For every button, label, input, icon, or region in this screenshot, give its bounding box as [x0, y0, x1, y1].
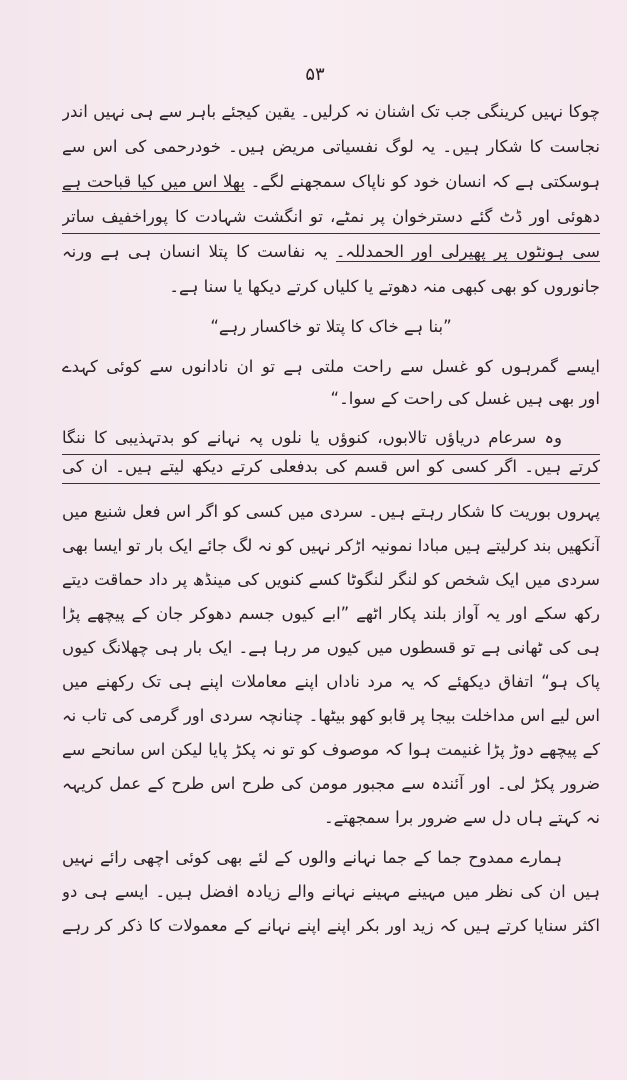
- text-line: [62, 385, 600, 415]
- line-text: نہ کہتے ہاں دل سے ضرور برا سمجھتے۔: [323, 808, 600, 827]
- text-line: [62, 912, 600, 942]
- line-text: جانوروں کو بھی کبھی منہ دھوتے یا کلیاں کرتے دیکھا یا سنا ہے۔: [169, 277, 600, 296]
- verse-quote: [62, 313, 600, 343]
- underlined-line: [62, 424, 600, 455]
- line-text: رکھ سکے اور یہ آواز بلند پکار اٹھے ”ابے کیوں جسم دھوکر جان کے پیچھے پڑا: [62, 604, 600, 623]
- line-text: پاک ہو“ اتفاق دیکھئے کہ یہ مرد ناداں اپنے معاملات اپنے ہی تک رکھنے میں: [62, 672, 600, 691]
- line-text: کرتے ہیں۔ اگر کسی کو اس قسم کی بدفعلی کرتے دیکھ لیتے ہیں۔ ان کی: [62, 457, 600, 476]
- text-line: [62, 238, 600, 268]
- text-line: [62, 133, 600, 163]
- line-text: ضرور پکڑ لی۔ اور آئندہ سے مجبور مومن کی طرح اس طرح کے عمل کریہہ: [62, 774, 600, 793]
- text-line: [62, 844, 600, 874]
- underlined-line: [62, 203, 600, 234]
- text-line: [62, 532, 600, 562]
- text-line: [62, 702, 600, 732]
- page-number: ۵۳: [305, 64, 325, 85]
- underlined-text: سی ہونٹوں پر پھیرلی اور الحمدللہ۔: [335, 242, 600, 261]
- line-text: دھوئی اور ڈٹ گئے دسترخوان پر نمٹے، تو انگشت شہادت کا پوراخفیف ساتر: [62, 207, 600, 226]
- text-line: [62, 634, 600, 664]
- line-text: اس لیے اس مداخلت بیجا پر قابو کھو بیٹھا۔ چنانچہ سردی اور گرمی کی تاب نہ: [62, 706, 600, 725]
- line-text: نجاست کا شکار ہیں۔ یہ لوگ نفسیاتی مریض ہیں۔ خودرحمی کی اس سے: [62, 137, 600, 156]
- text-line: [62, 566, 600, 596]
- line-text: ہمارے ممدوح جما کے جما نہانے والوں کے لئے بھی کوئی اچھی رائے نہیں: [62, 848, 562, 867]
- underlined-text: بھلا اس میں کیا قباحت ہے: [62, 172, 600, 198]
- underlined-line: [62, 453, 600, 484]
- line-text: ہیں ان کی نظر میں مہینے مہینے نہانے والے زیادہ افضل ہیں۔ ایسے ہی دو: [62, 882, 600, 901]
- text-line: [62, 770, 600, 800]
- line-text: وہ سرعام دریاؤں تالابوں، کنوؤں یا نلوں پہ نہانے کو بدتہذیبی کا ننگا: [62, 428, 562, 447]
- text-line: [62, 668, 600, 698]
- text-line: [62, 98, 600, 128]
- line-text: ہوسکتی ہے کہ انسان خود کو ناپاک سمجھنے لگے۔: [245, 172, 600, 191]
- line-text: اور بھی ہیں غسل کی راحت کے سوا۔“: [330, 389, 600, 408]
- line-text: ایسے گمرہوں کو غسل سے راحت ملتی ہے تو ان نادانوں سے کوئی کہدے: [62, 357, 600, 376]
- line-text: آنکھیں بند کرلیتے ہیں مبادا نمونیہ اڑکر نہیں کو نہ لگ جائے ایک بار تو ایسا بھی: [62, 536, 600, 555]
- line-text: یہ نفاست کا پتلا انسان ہی ہے ورنہ: [62, 242, 328, 261]
- line-text: چوکا نہیں کرینگی جب تک اشنان نہ کرلیں۔ یقین کیجئے باہر سے ہی نہیں اندر: [62, 102, 600, 121]
- line-text: ہی کی ٹھانی ہے تو قسطوں میں کیوں مر رہا ہے۔ ایک بار ہی چھلانگ کیوں: [62, 638, 600, 657]
- text-line: [62, 878, 600, 908]
- line-text: اکثر سنایا کرتے ہیں کہ زید اور بکر اپنے اپنے نہانے کے معمولات کا ذکر کر رہے: [62, 916, 600, 935]
- text-line: [62, 736, 600, 766]
- text-line: [62, 498, 600, 528]
- quote-text: ”بنا ہے خاک کا پتلا تو خاکسار رہے“: [210, 317, 452, 336]
- line-text: پہروں بوریت کا شکار رہتے ہیں۔ سردی میں کسی کو اگر اس فعل شنیع میں: [62, 502, 600, 521]
- line-text: کے پیچھے دوڑ پڑا غنیمت ہوا کہ موصوف کو تو نہ پکڑ پایا لیکن اس سانحے سے: [62, 740, 600, 759]
- line-text: سردی میں ایک شخص کو لنگر لنگوٹا کسے کنویں کی مینڈھ پر داد حماقت دیتے: [62, 570, 600, 589]
- text-line: [62, 168, 600, 198]
- text-line: [62, 273, 600, 303]
- text-line: [62, 353, 600, 383]
- text-line: [62, 600, 600, 630]
- text-line: [62, 804, 600, 834]
